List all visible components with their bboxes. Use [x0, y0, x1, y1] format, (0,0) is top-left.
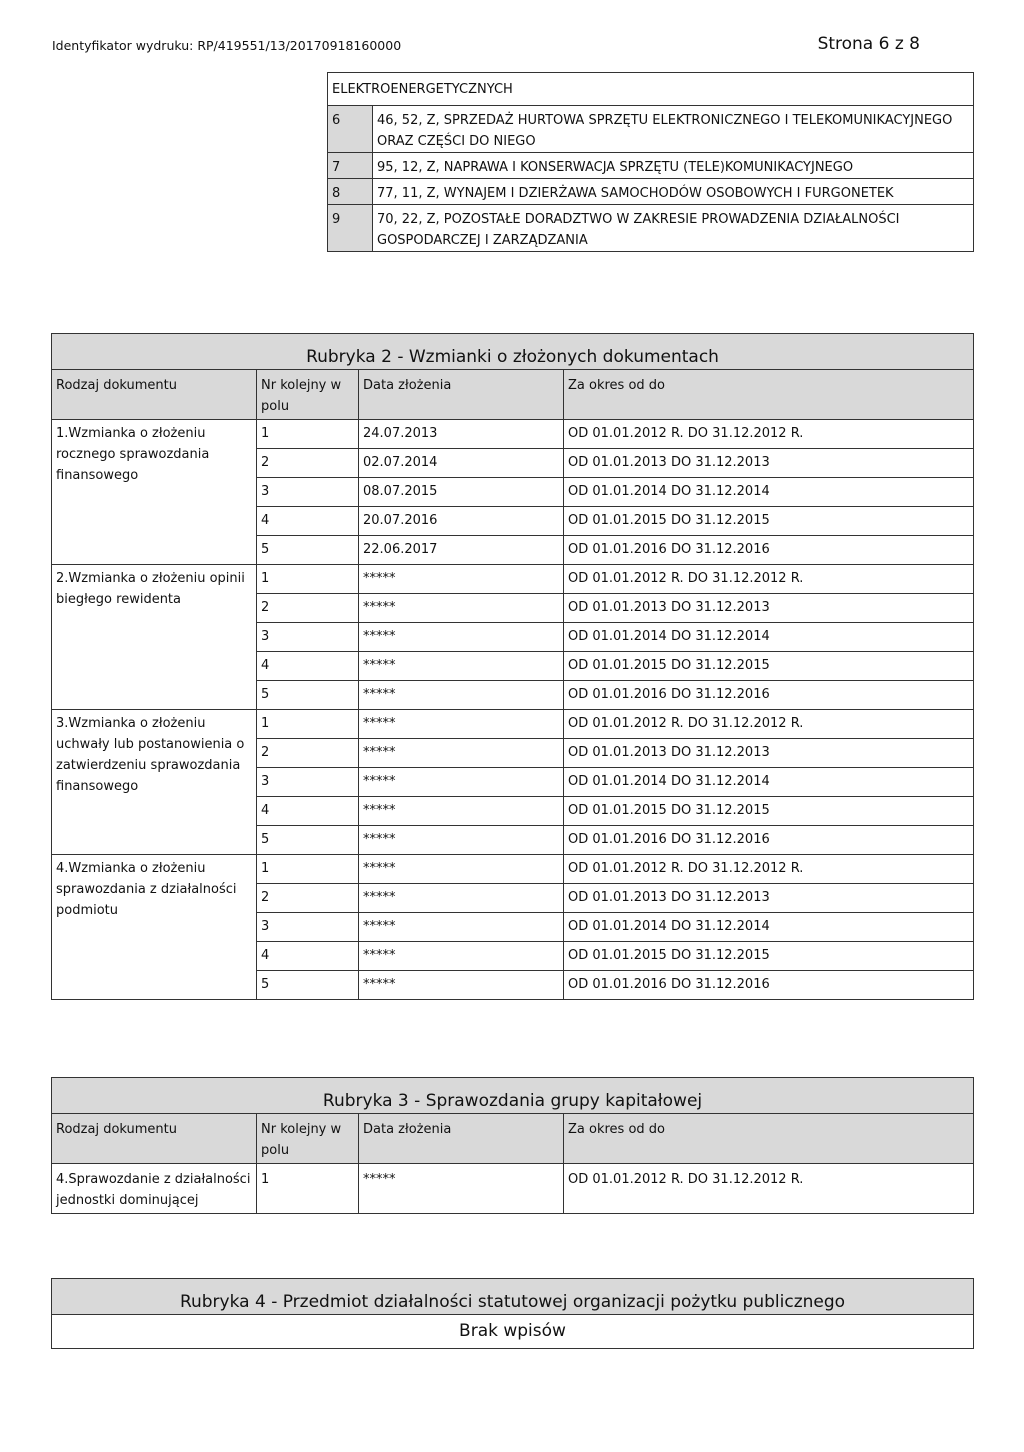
entry-number: 5 — [257, 971, 359, 1000]
filing-date: ***** — [359, 594, 564, 623]
row-text: 95, 12, Z, NAPRAWA I KONSERWACJA SPRZĘTU (TELE)KOMUNIKACYJNEGO — [373, 153, 974, 179]
rubryka-3-table — [51, 1077, 974, 1214]
filing-date: ***** — [359, 971, 564, 1000]
pkd-table — [327, 72, 974, 252]
entry-number: 3 — [257, 478, 359, 507]
row-number: 9 — [328, 205, 373, 252]
filing-date: ***** — [359, 652, 564, 681]
no-entries: Brak wpisów — [52, 1315, 974, 1349]
table-row — [328, 179, 974, 205]
document-type: 4.Sprawozdanie z działalności jednostki dominującej — [52, 1164, 257, 1214]
entry-number: 4 — [257, 797, 359, 826]
column-header: Za okres od do — [564, 1114, 974, 1164]
entry-number: 1 — [257, 565, 359, 594]
filing-date: ***** — [359, 942, 564, 971]
page-number: Strona 6 z 8 — [817, 34, 920, 54]
entry-number: 2 — [257, 884, 359, 913]
print-identifier: Identyfikator wydruku: RP/419551/13/20170918160000 — [52, 38, 402, 53]
entry-number: 2 — [257, 594, 359, 623]
section-title: Rubryka 3 - Sprawozdania grupy kapitałowej — [52, 1078, 974, 1114]
filing-date: ***** — [359, 884, 564, 913]
table-row — [52, 855, 974, 884]
period: OD 01.01.2015 DO 31.12.2015 — [564, 942, 974, 971]
column-header: Rodzaj dokumentu — [52, 370, 257, 420]
entry-number: 3 — [257, 768, 359, 797]
rubryka-2-table — [51, 333, 974, 1000]
filing-date: 20.07.2016 — [359, 507, 564, 536]
entry-number: 2 — [257, 449, 359, 478]
table-row — [328, 153, 974, 179]
filing-date: ***** — [359, 855, 564, 884]
filing-date: ***** — [359, 1164, 564, 1214]
entry-number: 4 — [257, 652, 359, 681]
entry-number: 5 — [257, 681, 359, 710]
filing-date: 22.06.2017 — [359, 536, 564, 565]
period: OD 01.01.2013 DO 31.12.2013 — [564, 449, 974, 478]
row-number: 6 — [328, 106, 373, 153]
period: OD 01.01.2012 R. DO 31.12.2012 R. — [564, 855, 974, 884]
period: OD 01.01.2014 DO 31.12.2014 — [564, 913, 974, 942]
continuation-cell: ELEKTROENERGETYCZNYCH — [328, 73, 974, 106]
entry-number: 1 — [257, 855, 359, 884]
entry-number: 4 — [257, 507, 359, 536]
table-row — [52, 420, 974, 449]
period: OD 01.01.2012 R. DO 31.12.2012 R. — [564, 710, 974, 739]
filing-date: ***** — [359, 768, 564, 797]
table-row — [52, 1164, 974, 1214]
filing-date: ***** — [359, 710, 564, 739]
entry-number: 3 — [257, 913, 359, 942]
section-title: Rubryka 2 - Wzmianki o złożonych dokumentach — [52, 334, 974, 370]
period: OD 01.01.2015 DO 31.12.2015 — [564, 507, 974, 536]
filing-date: ***** — [359, 826, 564, 855]
filing-date: 24.07.2013 — [359, 420, 564, 449]
filing-date: 08.07.2015 — [359, 478, 564, 507]
period: OD 01.01.2014 DO 31.12.2014 — [564, 478, 974, 507]
period: OD 01.01.2012 R. DO 31.12.2012 R. — [564, 1164, 974, 1214]
row-text: 46, 52, Z, SPRZEDAŻ HURTOWA SPRZĘTU ELEKTRONICZNEGO I TELEKOMUNIKACYJNEGO ORAZ CZĘŚCI DO NIEGO — [373, 106, 974, 153]
filing-date: 02.07.2014 — [359, 449, 564, 478]
filing-date: ***** — [359, 913, 564, 942]
section-title: Rubryka 4 - Przedmiot działalności statutowej organizacji pożytku publicznego — [52, 1279, 974, 1315]
entry-number: 5 — [257, 826, 359, 855]
entry-number: 1 — [257, 420, 359, 449]
filing-date: ***** — [359, 681, 564, 710]
entry-number: 2 — [257, 739, 359, 768]
rubryka-4-table — [51, 1278, 974, 1349]
period: OD 01.01.2016 DO 31.12.2016 — [564, 536, 974, 565]
entry-number: 1 — [257, 1164, 359, 1214]
period: OD 01.01.2013 DO 31.12.2013 — [564, 594, 974, 623]
period: OD 01.01.2013 DO 31.12.2013 — [564, 739, 974, 768]
period: OD 01.01.2016 DO 31.12.2016 — [564, 971, 974, 1000]
period: OD 01.01.2012 R. DO 31.12.2012 R. — [564, 565, 974, 594]
filing-date: ***** — [359, 739, 564, 768]
entry-number: 3 — [257, 623, 359, 652]
table-row — [328, 106, 974, 153]
table-row — [52, 565, 974, 594]
filing-date: ***** — [359, 565, 564, 594]
period: OD 01.01.2016 DO 31.12.2016 — [564, 681, 974, 710]
period: OD 01.01.2014 DO 31.12.2014 — [564, 768, 974, 797]
period: OD 01.01.2012 R. DO 31.12.2012 R. — [564, 420, 974, 449]
filing-date: ***** — [359, 623, 564, 652]
filing-date: ***** — [359, 797, 564, 826]
row-text: 70, 22, Z, POZOSTAŁE DORADZTWO W ZAKRESIE PROWADZENIA DZIAŁALNOŚCI GOSPODARCZEJ I ZARZĄDZANIA — [373, 205, 974, 252]
row-number: 8 — [328, 179, 373, 205]
column-header: Rodzaj dokumentu — [52, 1114, 257, 1164]
column-header: Data złożenia — [359, 1114, 564, 1164]
period: OD 01.01.2016 DO 31.12.2016 — [564, 826, 974, 855]
row-number: 7 — [328, 153, 373, 179]
entry-number: 4 — [257, 942, 359, 971]
entry-number: 5 — [257, 536, 359, 565]
document-type: 4.Wzmianka o złożeniu sprawozdania z działalności podmiotu — [52, 855, 257, 1000]
period: OD 01.01.2014 DO 31.12.2014 — [564, 623, 974, 652]
document-type: 2.Wzmianka o złożeniu opinii biegłego rewidenta — [52, 565, 257, 710]
document-type: 3.Wzmianka o złożeniu uchwały lub postanowienia o zatwierdzeniu sprawozdania finansowego — [52, 710, 257, 855]
document-type: 1.Wzmianka o złożeniu rocznego sprawozdania finansowego — [52, 420, 257, 565]
row-text: 77, 11, Z, WYNAJEM I DZIERŻAWA SAMOCHODÓW OSOBOWYCH I FURGONETEK — [373, 179, 974, 205]
period: OD 01.01.2013 DO 31.12.2013 — [564, 884, 974, 913]
column-header: Nr kolejny w polu — [257, 370, 359, 420]
period: OD 01.01.2015 DO 31.12.2015 — [564, 652, 974, 681]
table-row — [52, 710, 974, 739]
entry-number: 1 — [257, 710, 359, 739]
table-row — [328, 205, 974, 252]
column-header: Za okres od do — [564, 370, 974, 420]
period: OD 01.01.2015 DO 31.12.2015 — [564, 797, 974, 826]
column-header: Data złożenia — [359, 370, 564, 420]
column-header: Nr kolejny w polu — [257, 1114, 359, 1164]
